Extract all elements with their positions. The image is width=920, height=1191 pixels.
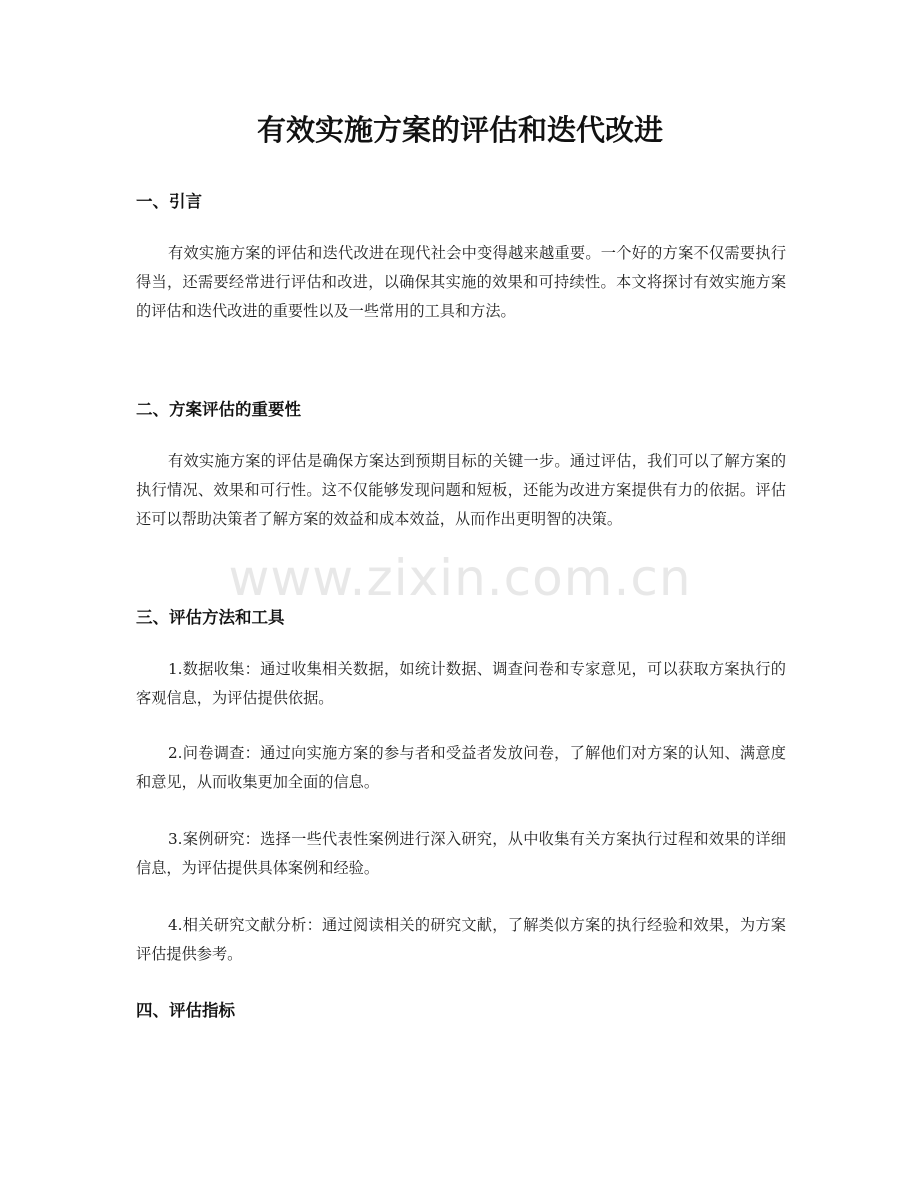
paragraph-method-2: 2.问卷调查：通过向实施方案的参与者和受益者发放问卷，了解他们对方案的认知、满意度和意见，从而收集更加全面的信息。 [136,744,786,791]
section-heading-indicators: 四、评估指标 [136,1001,235,1020]
paragraph-method-3: 3.案例研究：选择一些代表性案例进行深入研究，从中收集有关方案执行过程和效果的详细信息，为评估提供具体案例和经验。 [136,830,786,877]
watermark: www.zixin.com.cn [228,549,692,607]
paragraph-introduction: 有效实施方案的评估和迭代改进在现代社会中变得越来越重要。一个好的方案不仅需要执行得当，还需要经常进行评估和改进，以确保其实施的效果和可持续性。本文将探讨有效实施方案的评估和迭代改进的重要性以及一些常用的工具和方法。 [136,244,786,320]
section-heading-importance: 二、方案评估的重要性 [136,400,301,419]
section-heading-introduction: 一、引言 [136,192,202,211]
page-title: 有效实施方案的评估和迭代改进 [256,113,663,147]
section-heading-methods: 三、评估方法和工具 [136,608,285,627]
paragraph-importance: 有效实施方案的评估是确保方案达到预期目标的关键一步。通过评估，我们可以了解方案的执行情况、效果和可行性。这不仅能够发现问题和短板，还能为改进方案提供有力的依据。评估还可以帮助决策者了解方案的效益和成本效益，从而作出更明智的决策。 [136,452,786,528]
paragraph-method-4: 4.相关研究文献分析：通过阅读相关的研究文献，了解类似方案的执行经验和效果，为方案评估提供参考。 [136,916,786,963]
paragraph-method-1: 1.数据收集：通过收集相关数据，如统计数据、调查问卷和专家意见，可以获取方案执行的客观信息，为评估提供依据。 [136,660,786,707]
